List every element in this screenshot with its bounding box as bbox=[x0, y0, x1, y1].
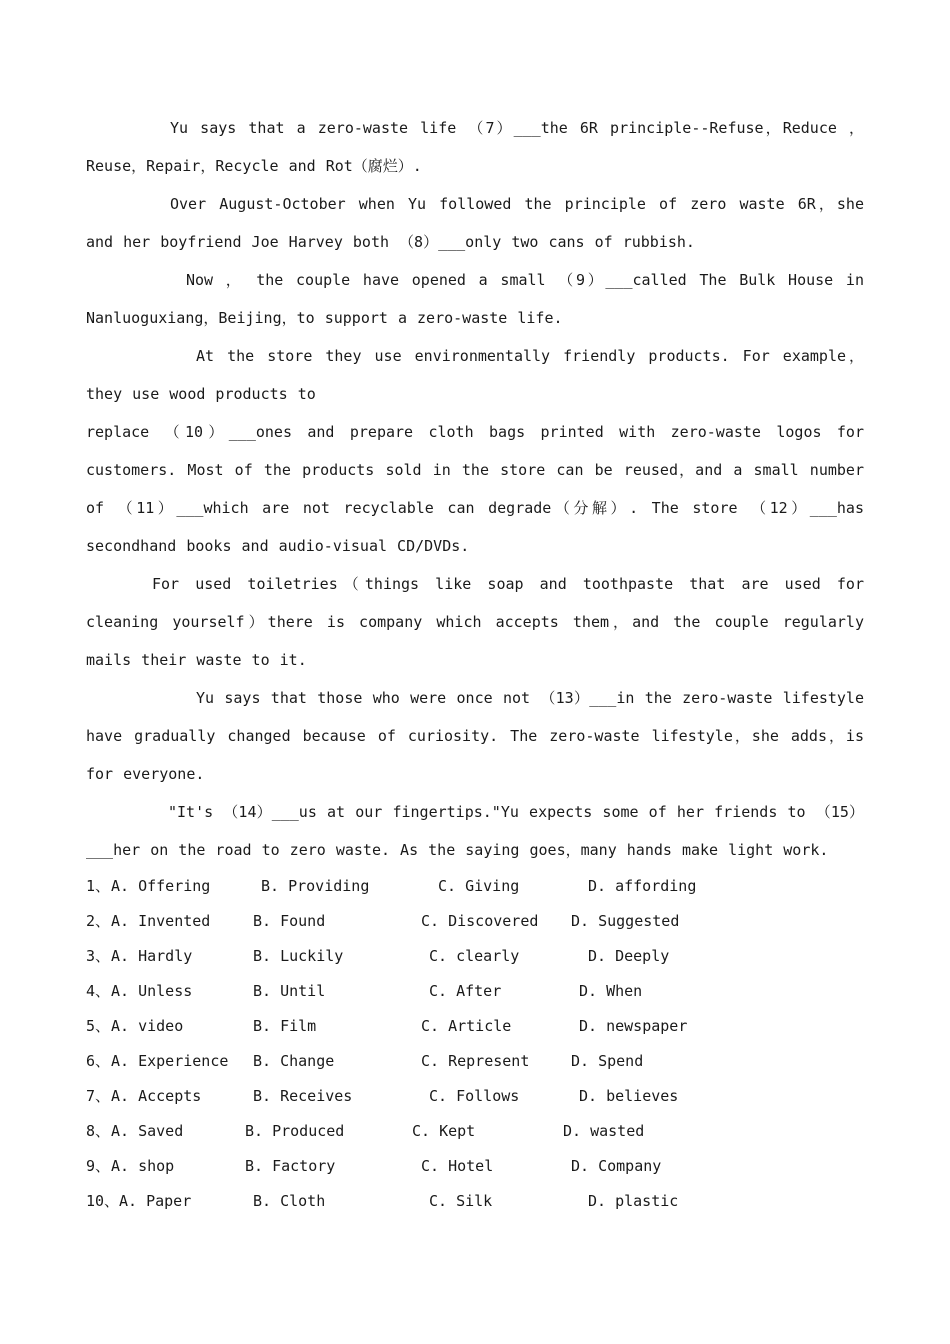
option-b: B. Found bbox=[253, 912, 326, 930]
option-d: D. wasted bbox=[563, 1122, 645, 1140]
option-c: C. Silk bbox=[429, 1192, 493, 1210]
option-b: B. Film bbox=[253, 1017, 317, 1035]
answer-options bbox=[86, 869, 886, 1219]
option-d: D. affording bbox=[588, 877, 697, 895]
question-number: 10、 bbox=[86, 1192, 120, 1210]
option-a: A. shop bbox=[111, 1157, 175, 1175]
option-c: C. Follows bbox=[429, 1087, 520, 1105]
option-b: B. Providing bbox=[261, 877, 370, 895]
option-a: A. Experience bbox=[111, 1052, 229, 1070]
option-a: A. video bbox=[111, 1017, 184, 1035]
paragraph-4: At the store they use environmentally friendly products. For example，they use wood products to bbox=[86, 347, 864, 403]
option-d: D. When bbox=[579, 982, 643, 1000]
option-b: B. Receives bbox=[253, 1087, 353, 1105]
option-a: A. Offering bbox=[111, 877, 211, 895]
question-row bbox=[86, 939, 886, 974]
question-number: 4、 bbox=[86, 982, 111, 1000]
option-d: D. plastic bbox=[588, 1192, 679, 1210]
option-c: C. clearly bbox=[429, 947, 520, 965]
paragraph-7: Yu says that those who were once not （13）___in the zero-waste lifestyle have gradually changed because of curiosity. The zero-waste lifestyle，she adds，is for everyone. bbox=[86, 689, 864, 783]
option-d: D. Suggested bbox=[571, 912, 680, 930]
question-row bbox=[86, 904, 886, 939]
option-a: A. Unless bbox=[111, 982, 193, 1000]
option-c: C. Article bbox=[421, 1017, 512, 1035]
option-c: C. Discovered bbox=[421, 912, 539, 930]
question-number: 5、 bbox=[86, 1017, 111, 1035]
option-d: D. newspaper bbox=[579, 1017, 688, 1035]
option-c: C. Hotel bbox=[421, 1157, 494, 1175]
paragraph-5: replace （10）___ones and prepare cloth bags printed with zero-waste logos for customers. Most of the products sold in the store can be reused，and a small number of （11）___which are not recyclable can degrade（分解）. The store （12）___has secondhand books and audio-visual CD/DVDs. bbox=[86, 423, 864, 555]
option-c: C. Represent bbox=[421, 1052, 530, 1070]
paragraph-8: "It's （14）___us at our fingertips."Yu expects some of her friends to （15）___her on the road to zero waste. As the saying goes，many hands make light work. bbox=[86, 803, 864, 859]
option-b: B. Until bbox=[253, 982, 326, 1000]
question-row bbox=[86, 869, 886, 904]
question-row bbox=[86, 1009, 886, 1044]
question-number: 8、 bbox=[86, 1122, 111, 1140]
option-c: C. After bbox=[429, 982, 502, 1000]
option-a: A. Invented bbox=[111, 912, 211, 930]
option-a: A. Saved bbox=[111, 1122, 184, 1140]
paragraph-1: Yu says that a zero-waste life （7）___the 6R principle--Refuse，Reduce ，Reuse，Repair，Recycle and Rot（腐烂）. bbox=[86, 119, 864, 175]
option-a: A. Hardly bbox=[111, 947, 193, 965]
question-row bbox=[86, 1044, 886, 1079]
option-c: C. Giving bbox=[438, 877, 520, 895]
question-row bbox=[86, 1149, 886, 1184]
option-b: B. Produced bbox=[245, 1122, 345, 1140]
option-a: A. Accepts bbox=[111, 1087, 202, 1105]
reading-passage bbox=[86, 109, 864, 869]
option-a: A. Paper bbox=[119, 1192, 192, 1210]
paragraph-3: Now ， the couple have opened a small （9）___called The Bulk House in Nanluoguxiang，Beijing，to support a zero-waste life. bbox=[86, 271, 864, 327]
paragraph-2: Over August-October when Yu followed the principle of zero waste 6R，she and her boyfriend Joe Harvey both （8）___only two cans of rubbish. bbox=[86, 195, 864, 251]
option-b: B. Luckily bbox=[253, 947, 344, 965]
option-d: D. believes bbox=[579, 1087, 679, 1105]
option-b: B. Change bbox=[253, 1052, 335, 1070]
option-c: C. Kept bbox=[412, 1122, 476, 1140]
question-number: 2、 bbox=[86, 912, 111, 930]
question-number: 6、 bbox=[86, 1052, 111, 1070]
question-row bbox=[86, 974, 886, 1009]
paragraph-6: For used toiletries（things like soap and toothpaste that are used for cleaning yourself）there is company which accepts them，and the couple regularly mails their waste to it. bbox=[86, 575, 864, 669]
question-number: 1、 bbox=[86, 877, 111, 895]
option-d: D. Company bbox=[571, 1157, 662, 1175]
option-d: D. Deeply bbox=[588, 947, 670, 965]
option-d: D. Spend bbox=[571, 1052, 644, 1070]
option-b: B. Cloth bbox=[253, 1192, 326, 1210]
question-number: 3、 bbox=[86, 947, 111, 965]
question-row bbox=[86, 1184, 886, 1219]
question-number: 7、 bbox=[86, 1087, 111, 1105]
question-row bbox=[86, 1079, 886, 1114]
question-number: 9、 bbox=[86, 1157, 111, 1175]
question-row bbox=[86, 1114, 886, 1149]
option-b: B. Factory bbox=[245, 1157, 336, 1175]
